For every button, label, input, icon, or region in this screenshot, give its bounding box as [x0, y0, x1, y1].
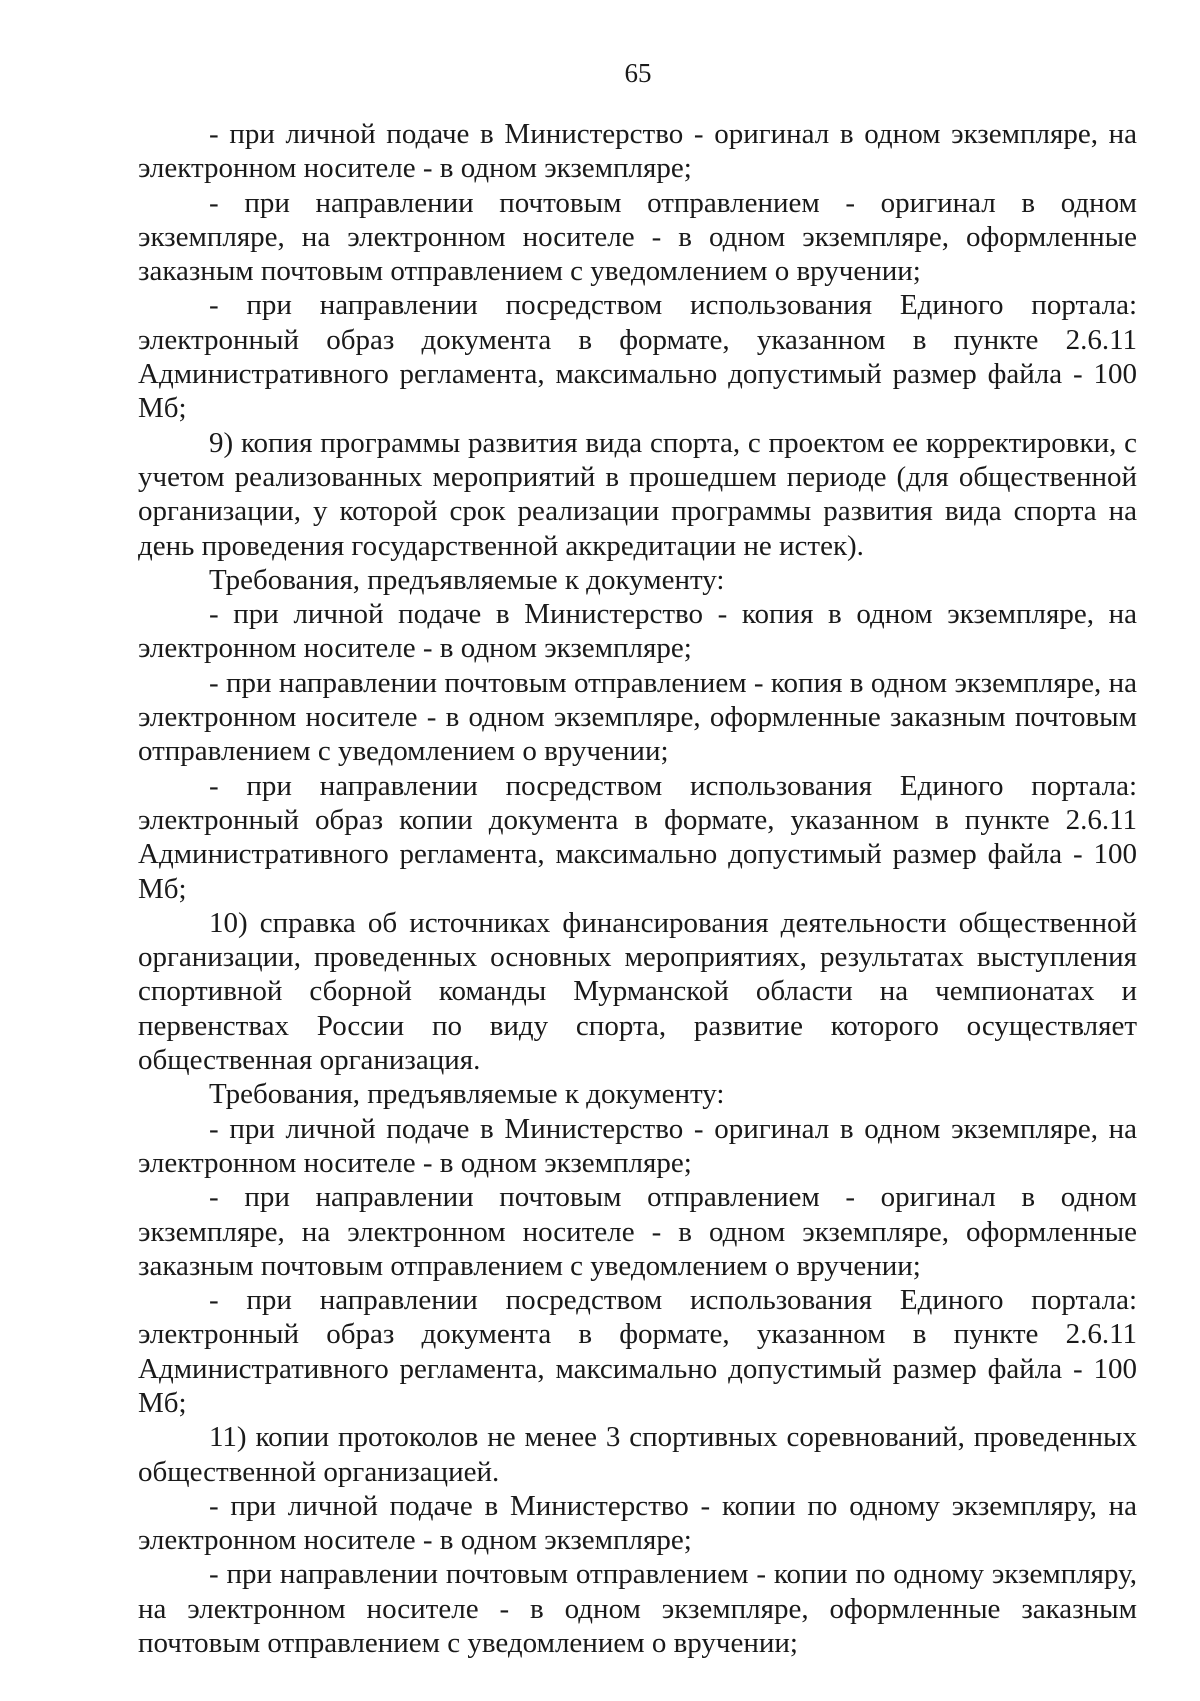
paragraph-requirements-heading: Требования, предъявляемые к документу:	[209, 1078, 725, 1111]
paragraph-postal-submission-original: - при направлении почтовым отправлением - оригинал в одном экземпляре, на электронном носителе - в одном экземпляре, оформленные заказным почтовым отправлением с уведомлением о вручении;	[138, 186, 1137, 288]
paragraph-postal-submission-original: - при направлении почтовым отправлением - оригинал в одном экземпляре, на электронном носителе - в одном экземпляре, оформленные заказным почтовым отправлением с уведомлением о вручении;	[138, 1181, 1137, 1282]
body-text	[138, 117, 1137, 1660]
paragraph-portal-submission-copy: - при направлении посредством использования Единого портала: электронный образ копии документа в формате, указанном в пункте 2.6.11 Административного регламента, максимально допустимый размер файла - 100 Мб;	[138, 769, 1137, 905]
paragraph-portal-submission: - при направлении посредством использования Единого портала: электронный образ документа в формате, указанном в пункте 2.6.11 Административного регламента, максимально допустимый размер файла - 100 Мб;	[138, 289, 1137, 425]
paragraph-item-10: 10) справка об источниках финансирования деятельности общественной организации, проведенных основных мероприятиях, результатах выступления спортивной сборной команды Мурманской области на чемпионатах и первенствах России по виду спорта, развитие которого осуществляет общественная организация.	[138, 906, 1137, 1077]
paragraph-item-9: 9) копия программы развития вида спорта, с проектом ее корректировки, с учетом реализованных мероприятий в прошедшем периоде (для общественной организации, у которой срок реализации программы развития вида спорта на день проведения государственной аккредитации не истек).	[138, 426, 1137, 562]
paragraph-personal-submission-copy: - при личной подаче в Министерство - копия в одном экземпляре, на электронном носителе - в одном экземпляре;	[138, 598, 1137, 665]
paragraph-personal-submission-original: - при личной подаче в Министерство - оригинал в одном экземпляре, на электронном носителе - в одном экземпляре;	[138, 1112, 1137, 1179]
paragraph-personal-submission-copies: - при личной подаче в Министерство - копии по одному экземпляру, на электронном носителе - в одном экземпляре;	[138, 1489, 1137, 1557]
page-number: 65	[624, 58, 652, 88]
paragraph-portal-submission: - при направлении посредством использования Единого портала: электронный образ документа в формате, указанном в пункте 2.6.11 Административного регламента, максимально допустимый размер файла - 100 Мб;	[138, 1284, 1137, 1419]
paragraph-postal-submission-copies: - при направлении почтовым отправлением - копии по одному экземпляру, на электронном носителе - в одном экземпляре, оформленные заказным почтовым отправлением с уведомлением о вручении;	[138, 1558, 1137, 1660]
paragraph-personal-submission-original: - при личной подаче в Министерство - оригинал в одном экземпляре, на электронном носителе - в одном экземпляре;	[138, 118, 1137, 185]
paragraph-requirements-heading: Требования, предъявляемые к документу:	[209, 563, 725, 596]
paragraph-item-11: 11) копии протоколов не менее 3 спортивных соревнований, проведенных общественной организацией.	[138, 1421, 1137, 1488]
paragraph-postal-submission-copy: - при направлении почтовым отправлением - копия в одном экземпляре, на электронном носителе - в одном экземпляре, оформленные заказным почтовым отправлением с уведомлением о вручении;	[138, 666, 1137, 768]
